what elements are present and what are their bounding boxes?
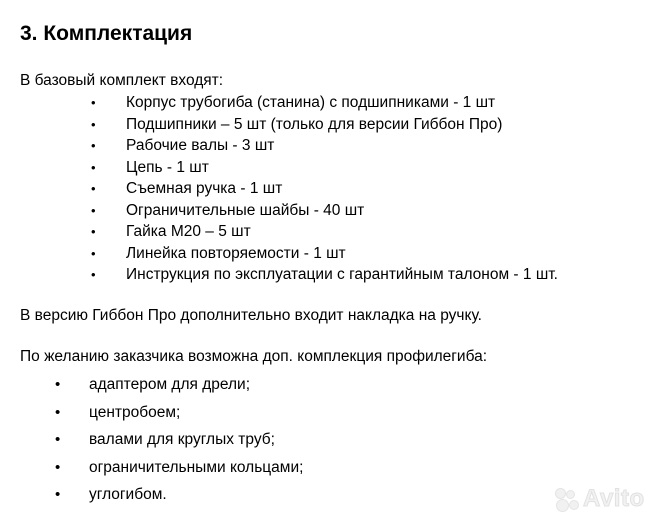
- bullet-icon: •: [55, 431, 61, 448]
- bullet-icon: •: [91, 138, 96, 153]
- list-item-text: центробоем;: [89, 403, 181, 421]
- list-item-text: валами для круглых труб;: [89, 431, 275, 448]
- base-kit-intro: В базовый комплект входят:: [20, 72, 224, 89]
- pro-version-note: В версию Гиббон Про дополнительно входит накладка на ручку.: [20, 307, 482, 324]
- bullet-icon: •: [55, 376, 61, 393]
- list-item-text: Инструкция по эксплуатации с гарантийным талоном - 1 шт.: [126, 266, 558, 283]
- bullet-icon: •: [91, 181, 96, 196]
- bullet-icon: •: [55, 486, 61, 503]
- bullet-icon: •: [91, 159, 96, 175]
- list-item-text: Рабочие валы - 3 шт: [126, 137, 275, 154]
- list-item-text: Цепь - 1 шт: [126, 158, 209, 176]
- avito-dots-icon: [553, 486, 579, 512]
- list-item-text: Ограничительные шайбы - 40 шт: [126, 201, 365, 219]
- bullet-icon: •: [55, 458, 61, 476]
- list-item-text: ограничительными кольцами;: [89, 458, 304, 476]
- list-item-text: Корпус трубогиба (станина) с подшипниками - 1 шт: [126, 94, 496, 111]
- bullet-icon: •: [91, 245, 96, 261]
- list-item-text: Гайка М20 – 5 шт: [126, 223, 251, 240]
- list-item-text: Подшипники – 5 шт (только для версии Гиббон Про): [126, 115, 503, 133]
- bullet-icon: •: [91, 116, 96, 132]
- bullet-icon: •: [91, 95, 96, 110]
- bullet-icon: •: [55, 403, 61, 421]
- options-intro: По желанию заказчика возможна доп. комплекция профилегиба:: [20, 348, 488, 365]
- avito-watermark: [553, 482, 663, 516]
- list-item-text: адаптером для дрели;: [89, 376, 250, 393]
- section-heading: 3. Комплектация: [20, 22, 193, 45]
- bullet-icon: •: [91, 224, 96, 239]
- list-item-text: Съемная ручка - 1 шт: [126, 180, 283, 197]
- bullet-icon: •: [91, 202, 96, 218]
- avito-watermark-text: Avito: [583, 485, 645, 512]
- list-item-text: углогибом.: [89, 486, 167, 503]
- list-item-text: Линейка повторяемости - 1 шт: [126, 244, 346, 262]
- bullet-icon: •: [91, 267, 96, 282]
